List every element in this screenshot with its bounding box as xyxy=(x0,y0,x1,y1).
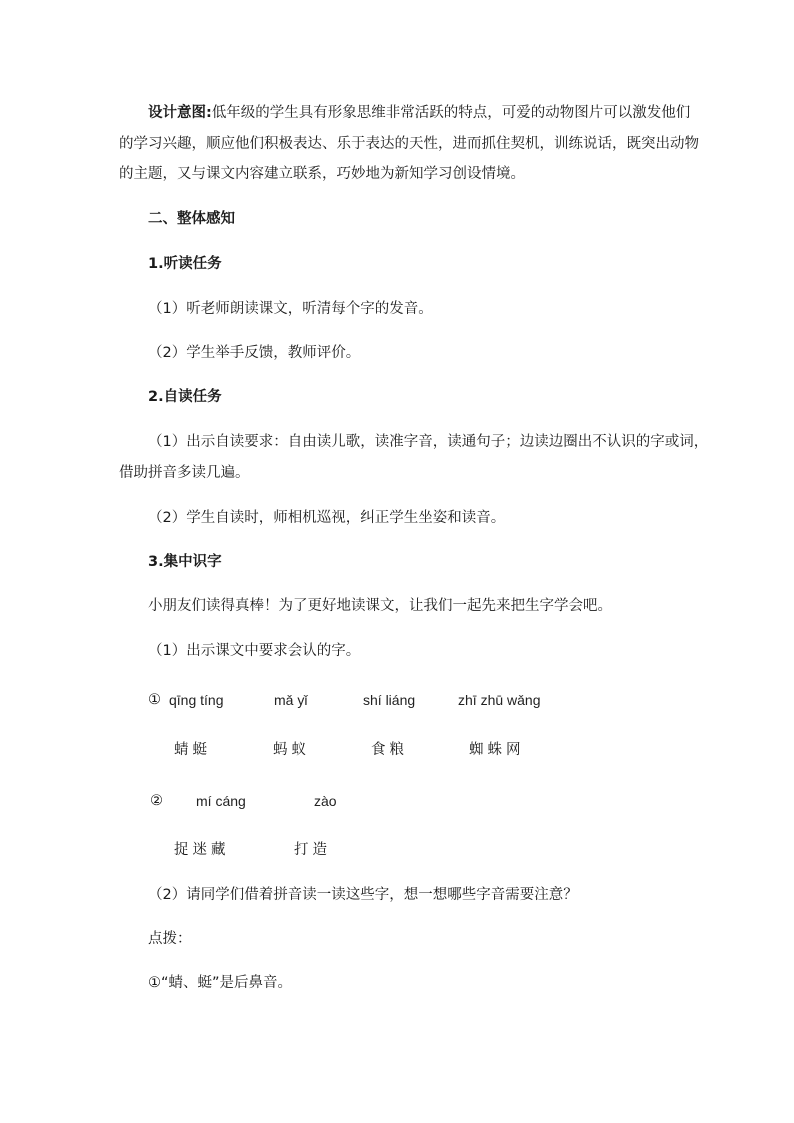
hint-item-1: ①“蜻、蜓”是后鼻音。 xyxy=(148,975,293,991)
task2-item-1-line-2: 借助拼音多读几遍。 xyxy=(119,465,250,481)
task2-item-2: （2）学生自读时，师相机巡视，纠正学生坐姿和读音。 xyxy=(148,510,506,526)
chars-zhuomicang: 捉迷藏 xyxy=(174,842,230,858)
chars-mayi: 蚂蚁 xyxy=(273,742,310,758)
hint-label: 点拨： xyxy=(148,931,192,947)
design-intent-line-1 xyxy=(148,103,690,123)
chars-dazao: 打造 xyxy=(294,842,331,858)
task1-item-2: （2）学生举手反馈，教师评价。 xyxy=(148,345,361,361)
task1-item-1: （1）听老师朗读课文，听清每个字的发音。 xyxy=(148,301,433,317)
pinyin-zao: zào xyxy=(314,793,337,809)
group2-marker: ② xyxy=(150,793,163,809)
task3-intro: 小朋友们读得真棒！为了更好地读课文，让我们一起先来把生字学会吧。 xyxy=(148,598,612,614)
section-heading-overall-perception: 二、整体感知 xyxy=(148,211,235,227)
design-intent-text-1: 低年级的学生具有形象思维非常活跃的特点，可爱的动物图片可以激发他们 xyxy=(211,105,691,121)
group1-marker: ① xyxy=(148,692,161,708)
pinyin-shiliang: shí liáng xyxy=(363,692,416,708)
chars-qingting: 蜻蜓 xyxy=(174,742,211,758)
task2-heading: 2.自读任务 xyxy=(148,389,222,405)
task1-heading: 1.听读任务 xyxy=(148,256,222,272)
pinyin-qingting: qīng tíng xyxy=(169,692,224,708)
chars-shiliang: 食粮 xyxy=(371,742,408,758)
design-intent-label: 设计意图: xyxy=(148,105,212,121)
task2-item-1-line-1: （1）出示自读要求：自由读儿歌，读准字音，读通句子；边读边圈出不认识的字或词， xyxy=(148,434,709,450)
design-intent-line-3: 的主题，又与课文内容建立联系，巧妙地为新知学习创设情境。 xyxy=(119,166,525,182)
pinyin-zhizhuwang: zhī zhū wǎng xyxy=(458,692,541,708)
task3-item-1: （1）出示课文中要求会认的字。 xyxy=(148,643,361,659)
pinyin-micang: mí cáng xyxy=(196,793,246,809)
pinyin-mayi: mǎ yǐ xyxy=(274,692,308,708)
task3-item-2: （2）请同学们借着拼音读一读这些字，想一想哪些字音需要注意？ xyxy=(148,887,578,903)
chars-zhizhuwang: 蜘蛛网 xyxy=(469,742,525,758)
task3-heading: 3.集中识字 xyxy=(148,554,222,570)
design-intent-line-2: 的学习兴趣，顺应他们积极表达、乐于表达的天性，进而抓住契机，训练说话，既突出动物 xyxy=(119,136,699,152)
